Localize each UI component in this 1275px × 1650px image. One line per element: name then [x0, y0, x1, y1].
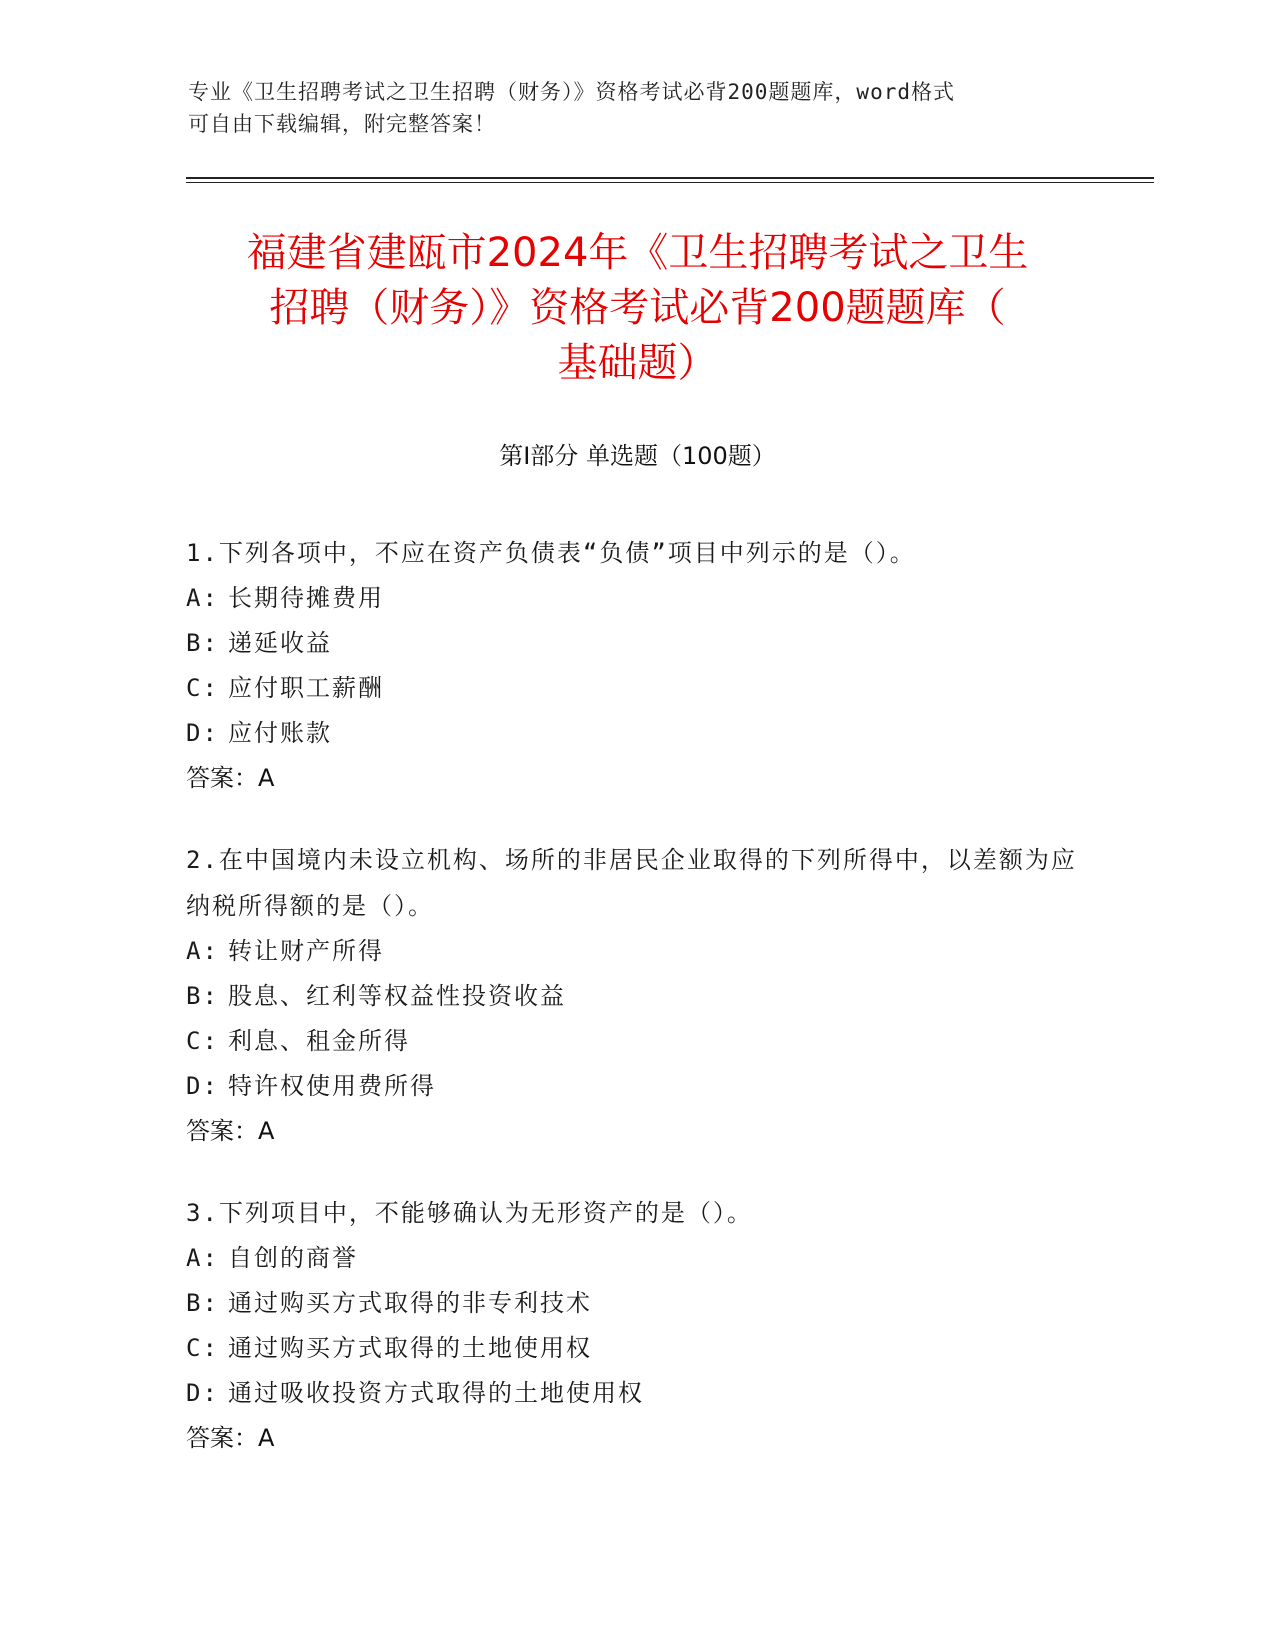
option-a: [186, 576, 1086, 621]
option-key: C:: [186, 1334, 219, 1362]
option-c: [186, 1326, 1086, 1371]
document-title-line-2: 招聘（财务）》资格考试必背200题题库（: [269, 285, 1006, 331]
option-key: D:: [186, 719, 219, 747]
option-c: [186, 666, 1086, 711]
option-text: 长期待摊费用: [228, 584, 384, 612]
option-d: [186, 711, 1086, 756]
answer-line: 答案：A: [186, 764, 275, 792]
option-text: 通过吸收投资方式取得的土地使用权: [228, 1379, 644, 1407]
section-title: 第Ⅰ部分 单选题（100题）: [499, 442, 776, 470]
question-item: [186, 530, 1086, 801]
header-divider-thick: [186, 177, 1154, 179]
option-text: 通过购买方式取得的非专利技术: [228, 1289, 592, 1317]
option-key: C:: [186, 1027, 219, 1055]
option-key: A:: [186, 1244, 219, 1272]
option-text: 应付账款: [228, 719, 332, 747]
option-key: B:: [186, 982, 219, 1010]
option-key: B:: [186, 1289, 219, 1317]
option-b: [186, 974, 1086, 1019]
option-key: C:: [186, 674, 219, 702]
answer-line: 答案：A: [186, 1117, 275, 1145]
option-text: 股息、红利等权益性投资收益: [228, 982, 566, 1010]
document-title: [170, 226, 1105, 391]
option-a: [186, 929, 1086, 974]
header-note-line-1: 专业《卫生招聘考试之卫生招聘（财务）》资格考试必背200题题库，word格式: [188, 80, 955, 104]
answer-line: 答案：A: [186, 1424, 275, 1452]
option-a: [186, 1236, 1086, 1281]
document-title-line-3: 基础题）: [557, 340, 718, 386]
option-key: B:: [186, 629, 219, 657]
question-item: [186, 1190, 1086, 1461]
header-note-line-2: 可自由下载编辑，附完整答案！: [188, 112, 496, 136]
option-text: 利息、租金所得: [228, 1027, 410, 1055]
option-d: [186, 1371, 1086, 1416]
option-key: D:: [186, 1379, 219, 1407]
option-key: A:: [186, 584, 219, 612]
option-key: D:: [186, 1072, 219, 1100]
option-key: A:: [186, 937, 219, 965]
document-title-line-1: 福建省建瓯市2024年《卫生招聘考试之卫生: [246, 230, 1029, 276]
question-text: 2.在中国境内未设立机构、场所的非居民企业取得的下列所得中，以差额为应纳税所得额的是（）。: [186, 846, 1077, 920]
question-text: 1.下列各项中，不应在资产负债表“负债”项目中列示的是（）。: [186, 539, 916, 567]
question-list: [186, 530, 1086, 1497]
option-b: [186, 621, 1086, 666]
option-text: 递延收益: [228, 629, 332, 657]
header-divider-thin: [186, 182, 1154, 183]
header-note: [188, 76, 1088, 140]
option-b: [186, 1281, 1086, 1326]
option-text: 转让财产所得: [228, 937, 384, 965]
option-text: 通过购买方式取得的土地使用权: [228, 1334, 592, 1362]
option-text: 自创的商誉: [228, 1244, 358, 1272]
option-c: [186, 1019, 1086, 1064]
option-d: [186, 1064, 1086, 1109]
question-item: [186, 837, 1086, 1154]
option-text: 特许权使用费所得: [228, 1072, 436, 1100]
question-text: 3.下列项目中，不能够确认为无形资产的是（）。: [186, 1199, 753, 1227]
option-text: 应付职工薪酬: [228, 674, 384, 702]
